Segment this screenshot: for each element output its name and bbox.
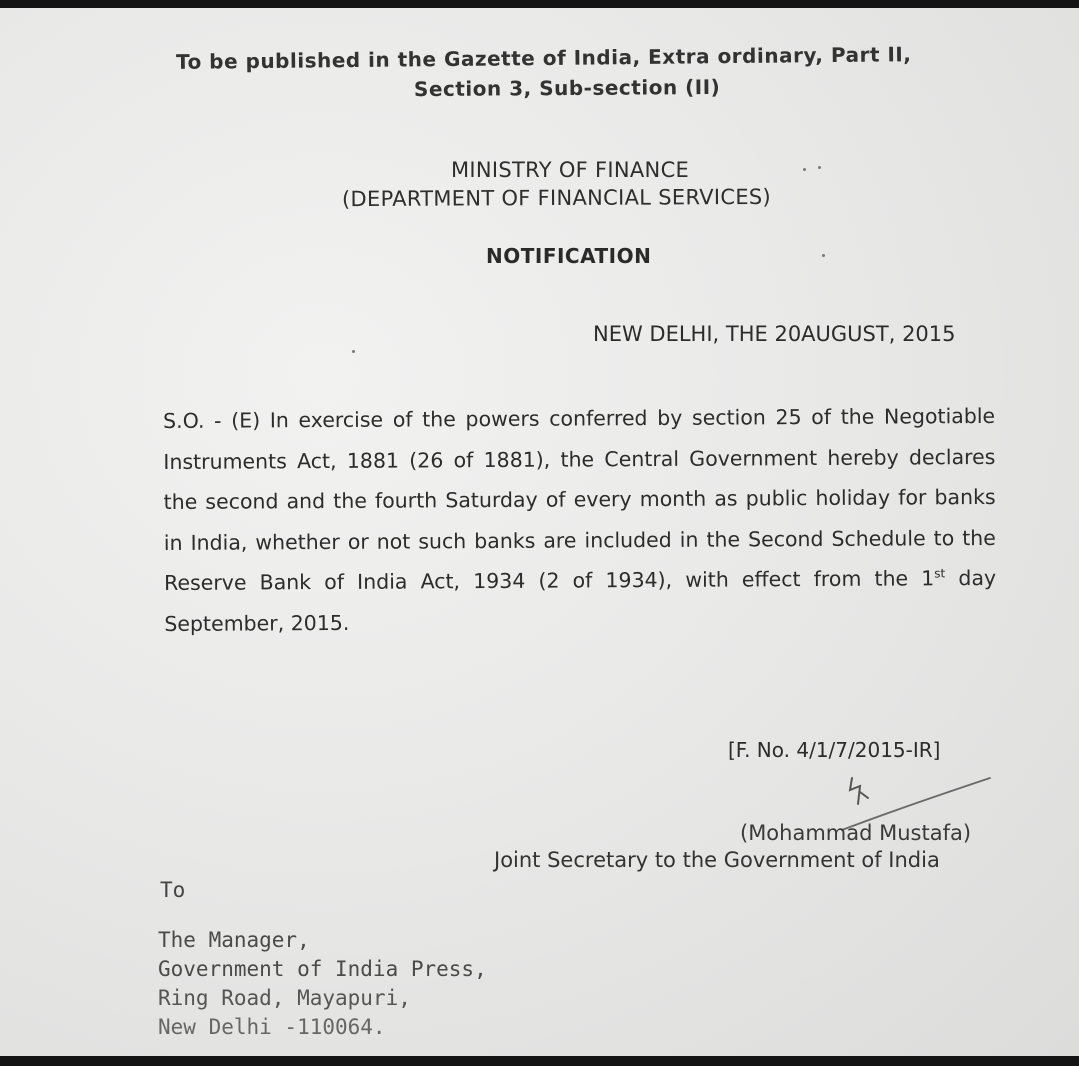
address-line: New Delhi -110064.	[158, 1015, 386, 1039]
body-text-part1: S.O. - (E) In exercise of the powers conferred by section 25 of the Negotiable Instruments Act, 1881 (26 of 1881), the Central Government hereby declares the second and the fourth Saturday of every month as public holiday for banks in India, whether or not such banks are included in the Second Schedule to the Reserve Bank of India Act, 1934 (2 of 1934), with effect from the 1	[163, 403, 996, 595]
paper-speck	[803, 168, 806, 171]
gazette-header-line1: To be published in the Gazette of India, Extra ordinary, Part II,	[175, 42, 912, 74]
recipient-address	[158, 926, 487, 1042]
paper-speck	[352, 350, 355, 353]
ministry-name: MINISTRY OF FINANCE	[451, 158, 690, 182]
document-page	[0, 8, 1079, 1056]
notification-title: NOTIFICATION	[486, 244, 652, 268]
signatory-name: (Mohammad Mustafa)	[740, 821, 972, 845]
body-text-part2: day September, 2015.	[164, 565, 997, 636]
address-line: Government of India Press,	[158, 957, 487, 981]
dateline: NEW DELHI, THE 20AUGUST, 2015	[593, 322, 956, 346]
gazette-header-line2: Section 3, Sub-section (II)	[413, 74, 721, 102]
body-superscript: st	[934, 566, 946, 581]
department-name: (DEPARTMENT OF FINANCIAL SERVICES)	[341, 184, 772, 212]
paper-speck	[818, 166, 821, 169]
address-line: The Manager,	[158, 928, 310, 952]
recipient-to-label: To	[160, 878, 186, 902]
notification-body	[163, 396, 996, 644]
address-line: Ring Road, Mayapuri,	[158, 986, 411, 1010]
paper-speck	[822, 254, 825, 257]
signatory-designation: Joint Secretary to the Government of India	[494, 848, 940, 872]
file-number: [F. No. 4/1/7/2015-IR]	[728, 738, 941, 762]
